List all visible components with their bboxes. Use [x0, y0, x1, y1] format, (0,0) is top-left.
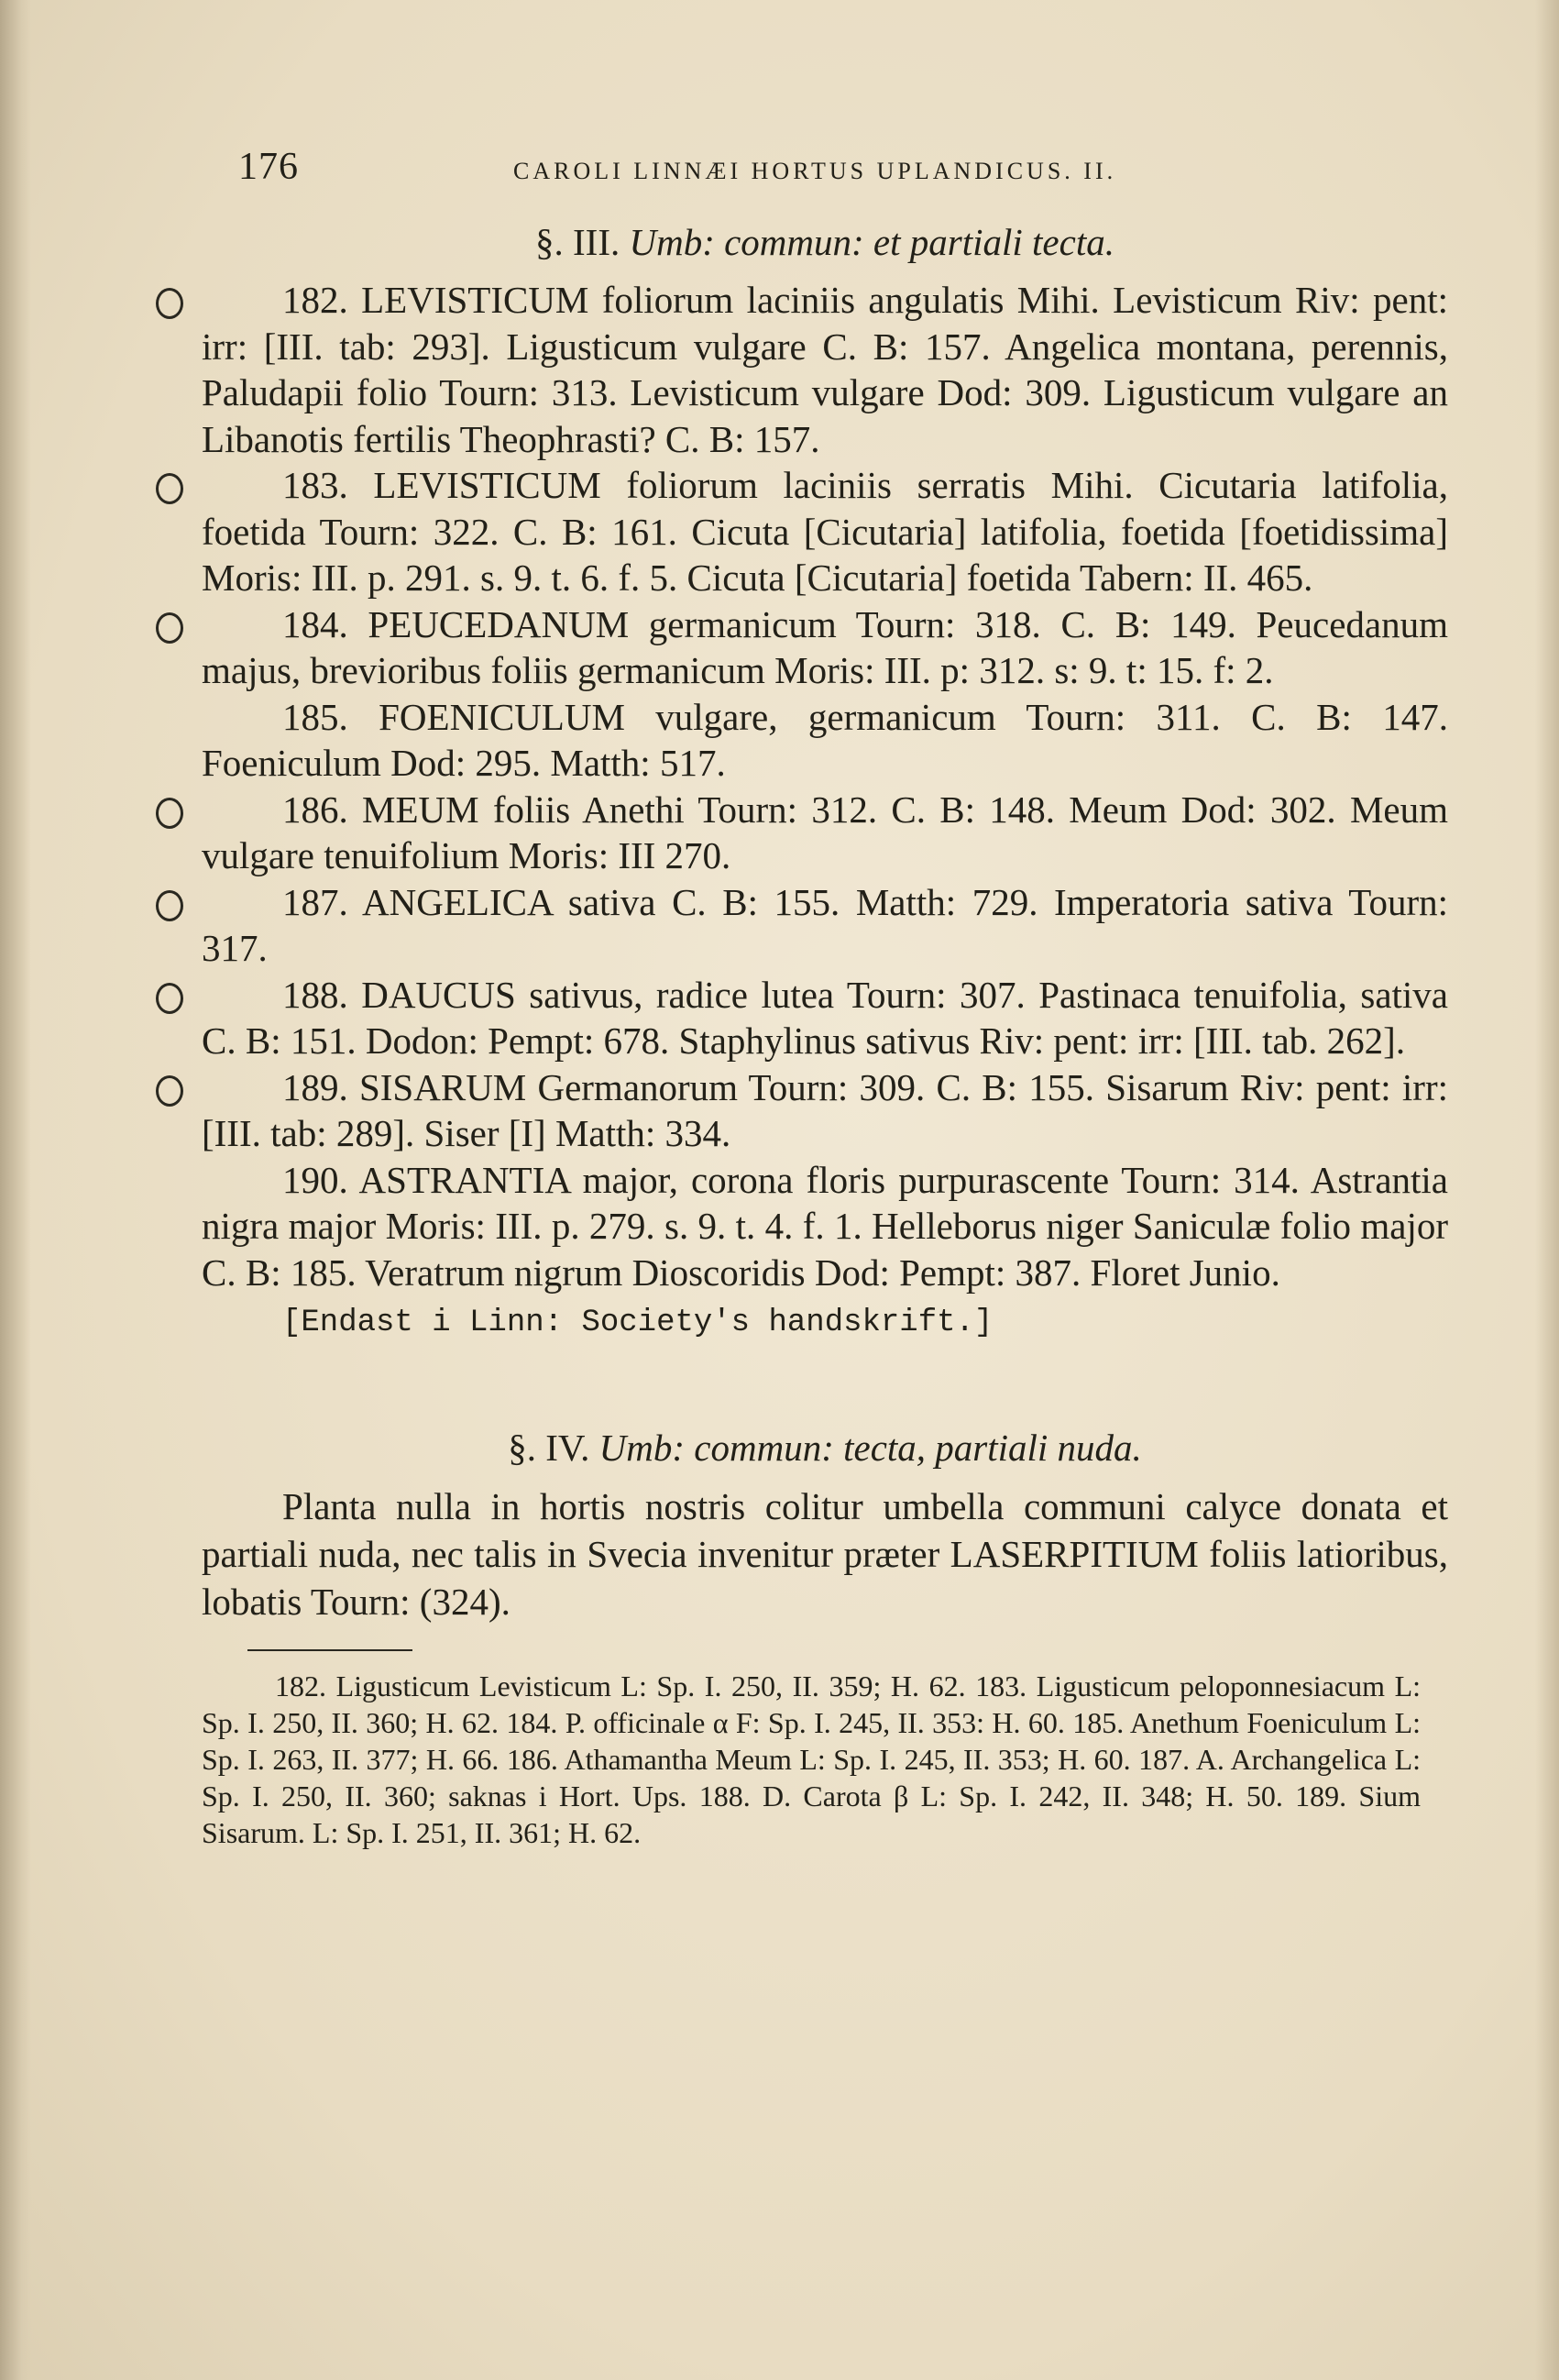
page-number: 176: [238, 146, 299, 188]
entry-190: [202, 1157, 1448, 1296]
entry-189: [202, 1064, 1448, 1157]
entry-187: [202, 879, 1448, 972]
section-4-title: Umb: commun: tecta, partiali nuda.: [598, 1427, 1142, 1469]
running-title: CAROLI LINNÆI HORTUS UPLANDICUS. II.: [513, 158, 1117, 184]
entry-186: [202, 787, 1448, 879]
footnotes: 182. Ligusticum Levisticum L: Sp. I. 250, II. 359; H. 62. 183. Ligusticum peloponnesiacum L: Sp. I. 250, II. 360; H. 62. 184. P. officinale α F: Sp. I. 245, II. 353: H. 60. 185. Anethum Foeniculum L: Sp. I. 263, II. 377; H. 66. 186. Athamantha Meum L: Sp. I. 245, II. 353; H. 60. 187. A. Archangelica L: Sp. I. 250, II. 360; saknas i Hort. Ups. 188. D. Carota β L: Sp. I. 242, II. 348; H. 50. 189. Sium Sisarum. L: Sp. I. 251, II. 361; H. 62.: [202, 1669, 1421, 1849]
entry-text: 190. ASTRANTIA major, corona floris purpurascente Tourn: 314. Astrantia nigra major Moris: III. p. 279. s. 9. t. 4. f. 1. Helleborus niger Saniculæ folio major C. B: 185. Veratrum nigrum Dioscoridis Dod: Pempt: 387. Floret Junio.: [202, 1158, 1448, 1294]
entry-184: [202, 601, 1448, 694]
circle-marker-icon: [156, 473, 183, 504]
circle-marker-icon: [156, 798, 183, 829]
section-heading-4: [202, 1424, 1448, 1471]
section-3-number: §. III.: [535, 221, 620, 263]
section-heading-3: [202, 218, 1448, 266]
section-4-number: §. IV.: [508, 1427, 590, 1469]
entry-185: [202, 694, 1448, 787]
entry-text: 186. MEUM foliis Anethi Tourn: 312. C. B: 148. Meum Dod: 302. Meum vulgare tenuifolium Moris: III 270.: [202, 788, 1448, 876]
entry-text: 184. PEUCEDANUM germanicum Tourn: 318. C. B: 149. Peucedanum majus, brevioribus foliis germanicum Moris: III. p: 312. s: 9. t: 15. f: 2.: [202, 602, 1448, 691]
spacer: [202, 1345, 1448, 1416]
entry-182: [202, 277, 1448, 462]
circle-marker-icon: [156, 1075, 183, 1107]
running-header: [202, 145, 1448, 200]
entry-183: [202, 462, 1448, 601]
circle-marker-icon: [156, 288, 183, 319]
page-edge-shadow: [1535, 0, 1559, 2380]
section-4-paragraph: Planta nulla in hortis nostris colitur umbella communi calyce donata et partiali nuda, nec talis in Svecia invenitur præter LASERPITIUM foliis latioribus, lobatis Tourn: (324).: [202, 1485, 1448, 1623]
circle-marker-icon: [156, 612, 183, 644]
footnote-rule: [247, 1649, 412, 1651]
entry-text: 188. DAUCUS sativus, radice lutea Tourn: 307. Pastinaca tenuifolia, sativa C. B: 151. Dodon: Pempt: 678. Staphylinus sativus Riv: pent: irr: [III. tab. 262].: [202, 973, 1448, 1062]
main-text: [202, 211, 1448, 1851]
page-spine-shadow: [0, 0, 31, 2380]
entry-text: 187. ANGELICA sativa C. B: 155. Matth: 729. Imperatoria sativa Tourn: 317.: [202, 880, 1448, 969]
section-3-title: Umb: commun: et partiali tecta.: [629, 221, 1114, 263]
manuscript-note: [Endast i Linn: Society's handskrift.]: [282, 1306, 994, 1340]
entry-188: [202, 972, 1448, 1064]
entry-text: 189. SISARUM Germanorum Tourn: 309. C. B: 155. Sisarum Riv: pent: irr: [III. tab: 289]. Siser [I] Matth: 334.: [202, 1065, 1448, 1154]
entry-text: 182. LEVISTICUM foliorum laciniis angulatis Mihi. Levisticum Riv: pent: irr: [III. tab: 293]. Ligusticum vulgare C. B: 157. Angelica montana, perennis, Paludapii folio Tourn: 313. Levisticum vulgare Dod: 309. Ligusticum vulgare an Libanotis fertilis Theophrasti? C. B: 157.: [202, 279, 1448, 460]
circle-marker-icon: [156, 983, 183, 1014]
entry-text: 183. LEVISTICUM foliorum laciniis serratis Mihi. Cicutaria latifolia, foetida Tourn: 322. C. B: 161. Cicuta [Cicutaria] latifolia, foetida [foetidissima] Moris: III. p. 291. s. 9. t. 6. f. 5. Cicuta [Cicutaria] foetida Tabern: II. 465.: [202, 464, 1448, 599]
circle-marker-icon: [156, 890, 183, 921]
entry-text: 185. FOENICULUM vulgare, germanicum Tourn: 311. C. B: 147. Foeniculum Dod: 295. Matth: 517.: [202, 695, 1448, 784]
